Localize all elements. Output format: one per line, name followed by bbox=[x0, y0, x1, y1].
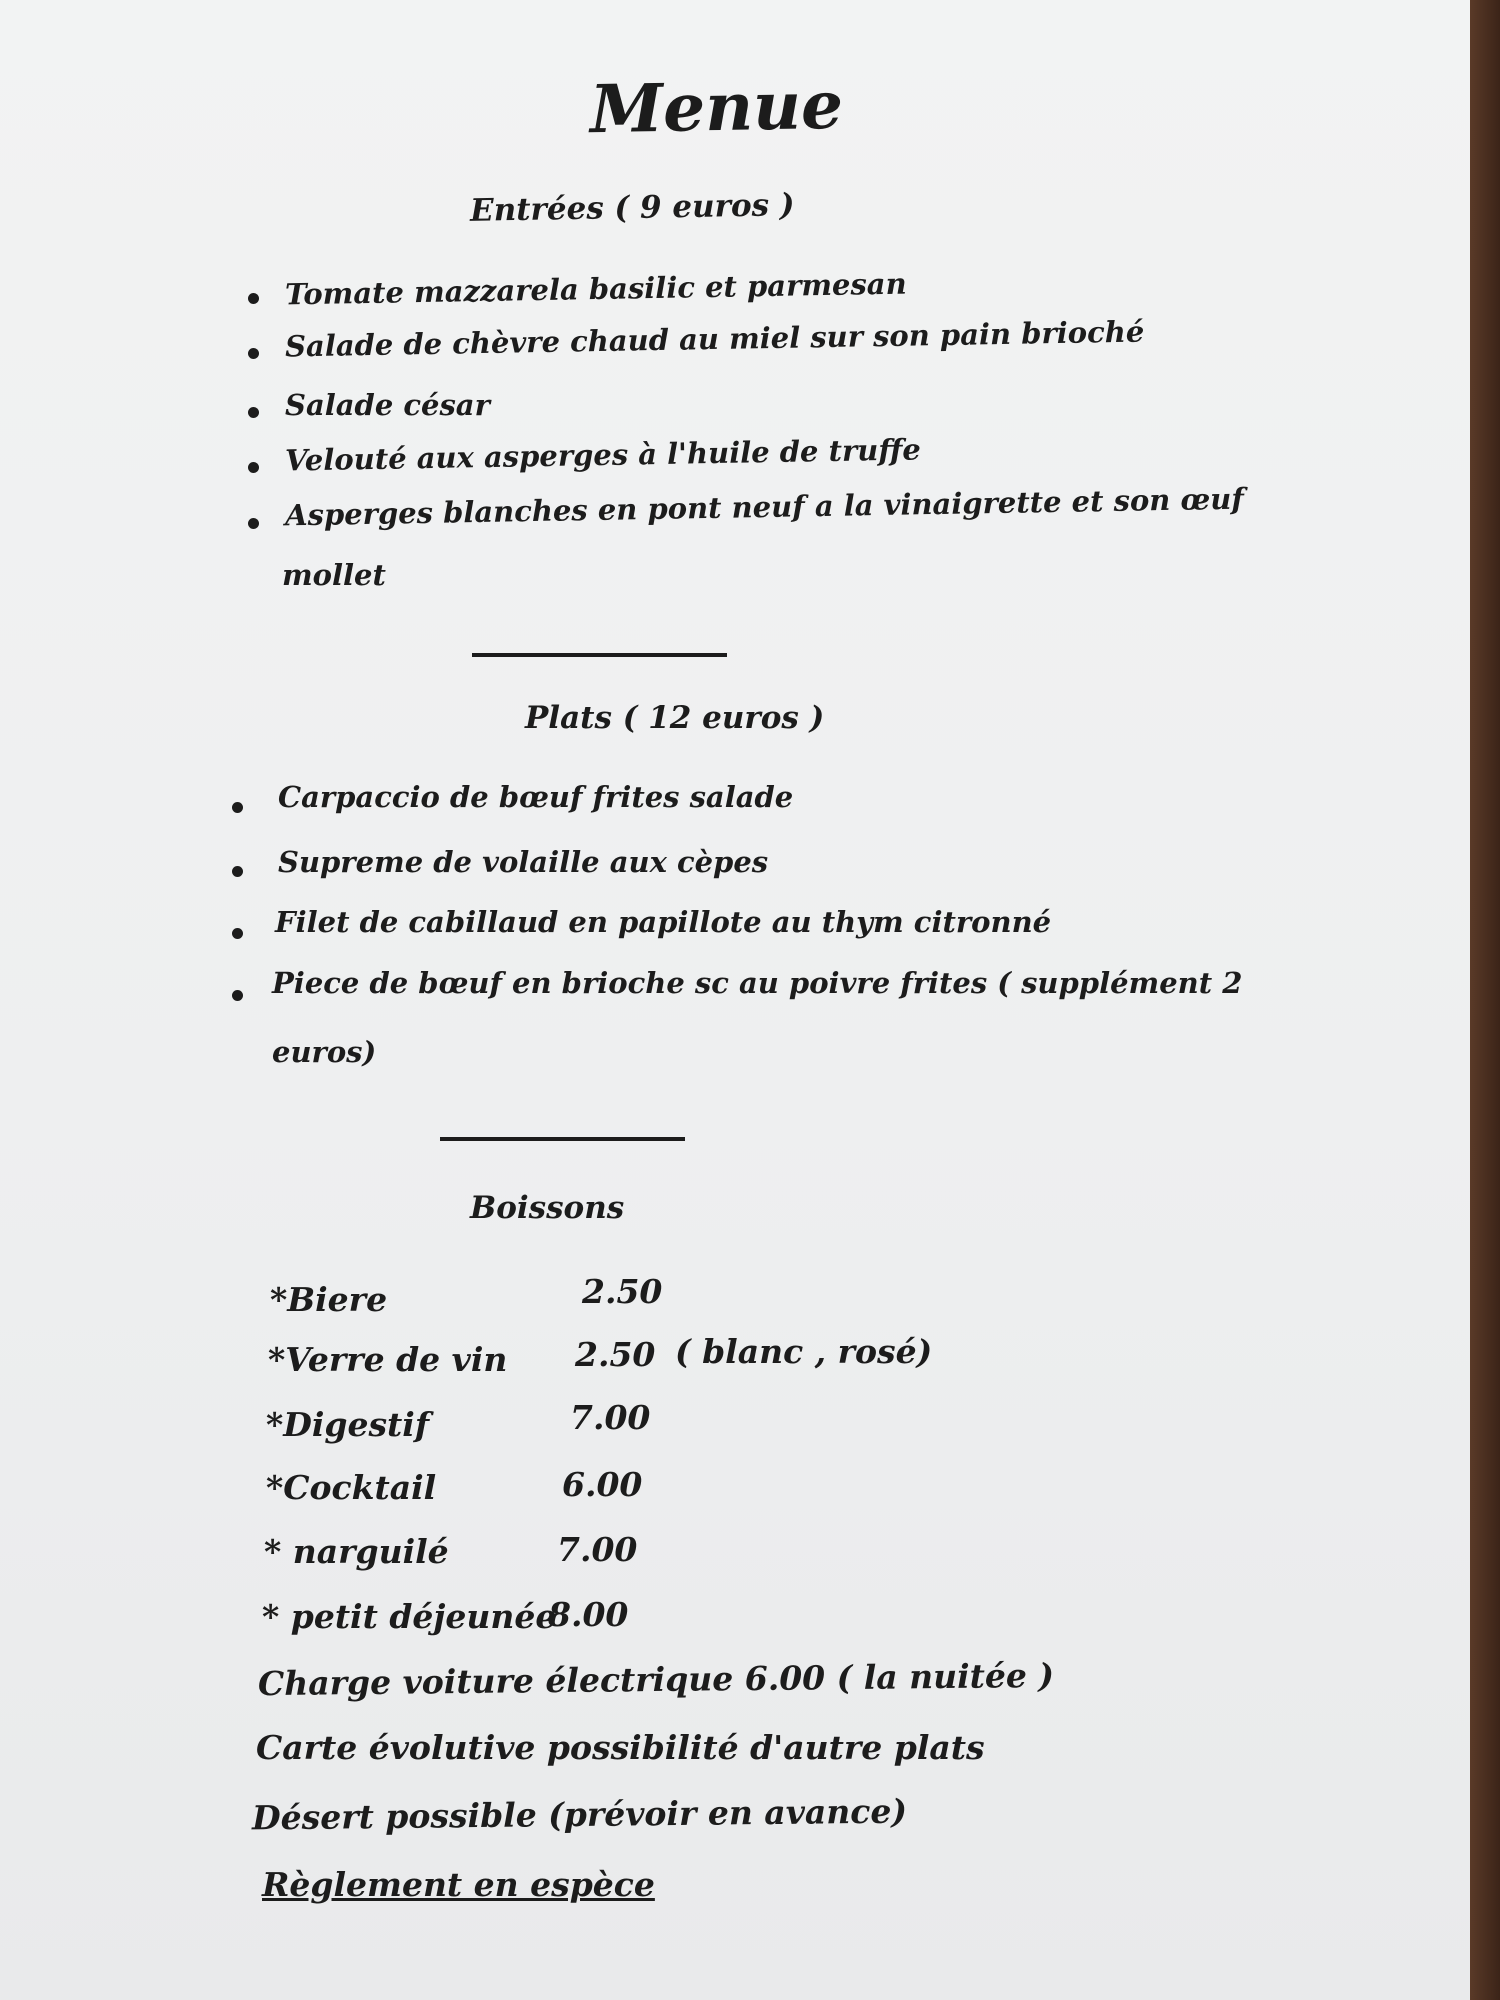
bullet bbox=[248, 293, 259, 304]
section-divider bbox=[472, 653, 727, 657]
drink-price: 2.50 bbox=[575, 1335, 656, 1374]
drink-price: 7.00 bbox=[557, 1530, 638, 1569]
drink-name: *Verre de vin bbox=[268, 1340, 508, 1379]
drink-price: 6.00 bbox=[562, 1465, 643, 1504]
drink-price: 2.50 bbox=[582, 1272, 663, 1311]
plat-item: Filet de cabillaud en papillote au thym citronné bbox=[275, 905, 1052, 939]
boissons-heading: Boissons bbox=[470, 1190, 625, 1226]
note-payment: Règlement en espèce bbox=[262, 1865, 655, 1904]
entrees-heading: Entrées ( 9 euros ) bbox=[469, 187, 795, 229]
entree-item: Salade de chèvre chaud au miel sur son pain brioché bbox=[284, 314, 1145, 364]
bullet bbox=[232, 866, 243, 877]
drink-name: * petit déjeunée bbox=[262, 1597, 557, 1636]
entree-item: Velouté aux asperges à l'huile de truffe bbox=[284, 432, 922, 478]
drink-price: 7.00 bbox=[570, 1398, 651, 1437]
note-ev-charge: Charge voiture électrique 6.00 ( la nuitée ) bbox=[257, 1655, 1055, 1704]
drink-name: * narguilé bbox=[264, 1532, 449, 1571]
section-divider bbox=[440, 1137, 685, 1141]
bullet bbox=[248, 348, 259, 359]
drink-name: *Digestif bbox=[266, 1405, 430, 1444]
bullet bbox=[232, 928, 243, 939]
plats-heading: Plats ( 12 euros ) bbox=[525, 700, 825, 736]
note-evolving-menu: Carte évolutive possibilité d'autre plats bbox=[256, 1728, 985, 1767]
plat-item-continued: euros) bbox=[272, 1035, 377, 1069]
note-dessert: Désert possible (prévoir en avance) bbox=[251, 1791, 908, 1838]
table-edge bbox=[1470, 0, 1500, 2000]
entree-item: Salade césar bbox=[285, 388, 490, 422]
entree-item: Asperges blanches en pont neuf a la vinaigrette et son œuf bbox=[284, 481, 1245, 533]
plat-item: Supreme de volaille aux cèpes bbox=[278, 845, 769, 879]
bullet bbox=[232, 802, 243, 813]
drink-price: 8.00 bbox=[548, 1595, 629, 1634]
bullet bbox=[248, 518, 259, 529]
menu-title: Menue bbox=[589, 65, 844, 149]
plat-item: Carpaccio de bœuf frites salade bbox=[278, 780, 794, 814]
drink-name: *Cocktail bbox=[266, 1468, 437, 1507]
drink-extra: ( blanc , rosé) bbox=[675, 1332, 933, 1371]
bullet bbox=[248, 407, 259, 418]
entree-item-continued: mollet bbox=[282, 558, 386, 592]
plat-item: Piece de bœuf en brioche sc au poivre frites ( supplément 2 bbox=[272, 966, 1243, 1000]
drink-name: *Biere bbox=[270, 1280, 388, 1319]
bullet bbox=[248, 462, 259, 473]
entree-item: Tomate mazzarela basilic et parmesan bbox=[284, 266, 907, 312]
bullet bbox=[232, 990, 243, 1001]
